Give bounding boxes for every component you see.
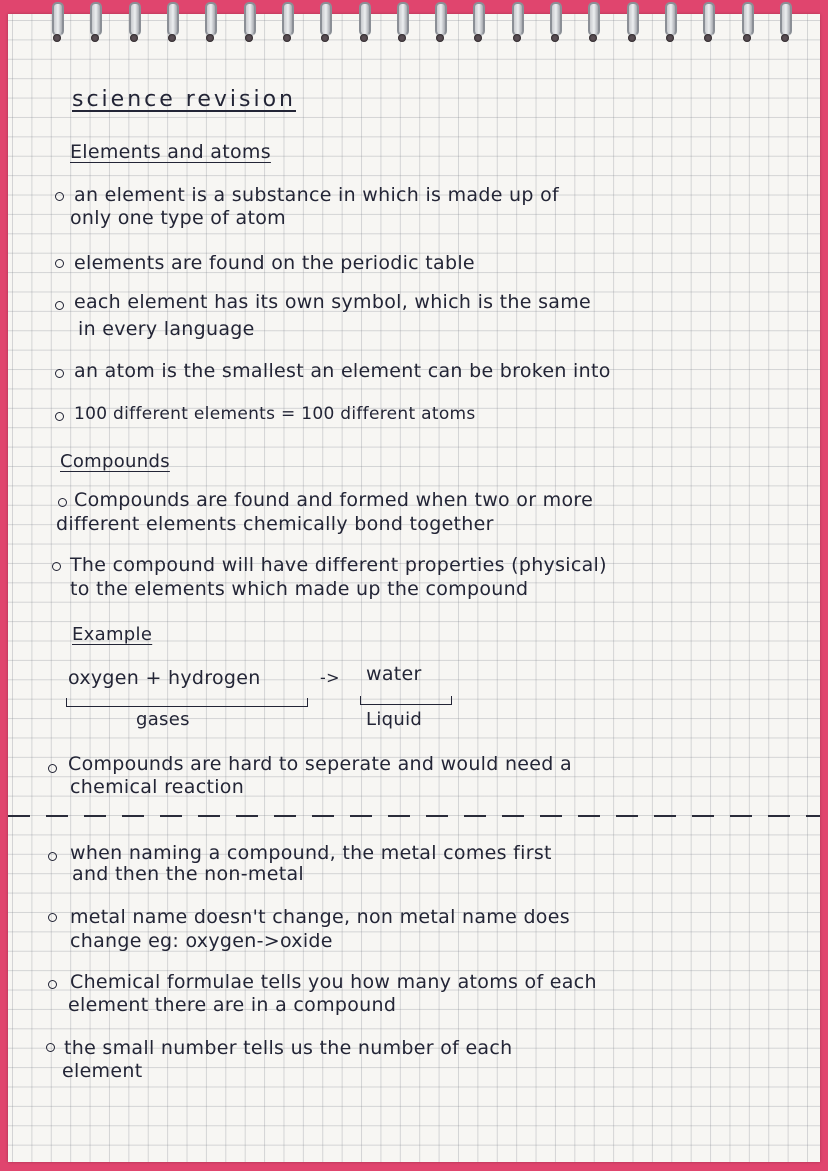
- naming-bullet-3-line2: element there are in a compound: [68, 994, 397, 1016]
- bullet-marker: [46, 1043, 55, 1052]
- example-reactants: oxygen + hydrogen: [68, 667, 261, 689]
- product-caption: Liquid: [366, 709, 423, 730]
- spiral-ring: [88, 2, 100, 44]
- bullet-marker: [58, 498, 67, 507]
- spiral-ring: [548, 2, 560, 44]
- reaction-arrow: ->: [320, 668, 340, 687]
- naming-bullet-3-line1: Chemical formulae tells you how many atoms of each: [70, 971, 597, 993]
- spiral-ring: [778, 2, 790, 44]
- spiral-binding: [50, 2, 790, 46]
- spiral-ring: [280, 2, 292, 44]
- page-title: science revision: [72, 87, 296, 112]
- spiral-ring: [357, 2, 369, 44]
- naming-bullet-4-line1: the small number tells us the number of each: [64, 1037, 513, 1059]
- naming-bullet-4-line2: element: [62, 1060, 143, 1082]
- spiral-ring: [433, 2, 445, 44]
- dashed-divider: [8, 815, 820, 817]
- section-heading-compounds: Compounds: [60, 451, 170, 472]
- example-product: water: [366, 663, 422, 685]
- section-heading-elements: Elements and atoms: [70, 141, 271, 163]
- spiral-ring: [510, 2, 522, 44]
- compounds-bullet-2-line1: The compound will have different properties (physical): [70, 554, 607, 576]
- bullet-marker: [48, 980, 57, 989]
- spiral-ring: [50, 2, 62, 44]
- elements-bullet-1-line1: an element is a substance in which is made up of: [74, 184, 559, 206]
- reactants-brace: [66, 698, 308, 707]
- bullet-marker: [48, 764, 57, 773]
- reactants-caption: gases: [136, 709, 190, 730]
- spiral-ring: [625, 2, 637, 44]
- spiral-ring: [318, 2, 330, 44]
- product-brace: [360, 696, 452, 705]
- example-label: Example: [72, 624, 153, 645]
- elements-bullet-4-line1: an atom is the smallest an element can be broken into: [74, 360, 611, 382]
- naming-bullet-2-line1: metal name doesn't change, non metal name does: [70, 906, 570, 928]
- spiral-ring: [127, 2, 139, 44]
- compounds-bullet-2-line2: to the elements which made up the compound: [70, 578, 529, 600]
- spiral-ring: [471, 2, 483, 44]
- elements-bullet-2-line1: elements are found on the periodic table: [74, 252, 475, 274]
- spiral-ring: [242, 2, 254, 44]
- bullet-marker: [55, 301, 64, 310]
- spiral-ring: [165, 2, 177, 44]
- bullet-marker: [55, 192, 64, 201]
- elements-bullet-3-line1: each element has its own symbol, which is the same: [74, 291, 592, 313]
- bullet-marker: [55, 259, 64, 268]
- bullet-marker: [55, 412, 64, 421]
- elements-bullet-3-line2: in every language: [78, 318, 255, 340]
- compounds-bullet-1-line1: Compounds are found and formed when two or more: [74, 489, 594, 511]
- compounds-bullet-3-line1: Compounds are hard to seperate and would need a: [68, 753, 572, 775]
- spiral-ring: [395, 2, 407, 44]
- spiral-ring: [586, 2, 598, 44]
- compounds-bullet-1-line2: different elements chemically bond together: [56, 513, 494, 535]
- spiral-ring: [203, 2, 215, 44]
- naming-bullet-1-line1: when naming a compound, the metal comes first: [70, 842, 552, 864]
- naming-bullet-2-line2: change eg: oxygen->oxide: [70, 930, 333, 952]
- bullet-marker: [55, 369, 64, 378]
- naming-bullet-1-line2: and then the non-metal: [72, 863, 305, 885]
- spiral-ring: [663, 2, 675, 44]
- bullet-marker: [52, 562, 61, 571]
- bullet-marker: [48, 913, 57, 922]
- spiral-ring: [701, 2, 713, 44]
- elements-bullet-5-line1: 100 different elements = 100 different atoms: [74, 404, 476, 424]
- bullet-marker: [48, 852, 57, 861]
- compounds-bullet-3-line2: chemical reaction: [70, 776, 245, 798]
- elements-bullet-1-line2: only one type of atom: [70, 207, 286, 229]
- spiral-ring: [740, 2, 752, 44]
